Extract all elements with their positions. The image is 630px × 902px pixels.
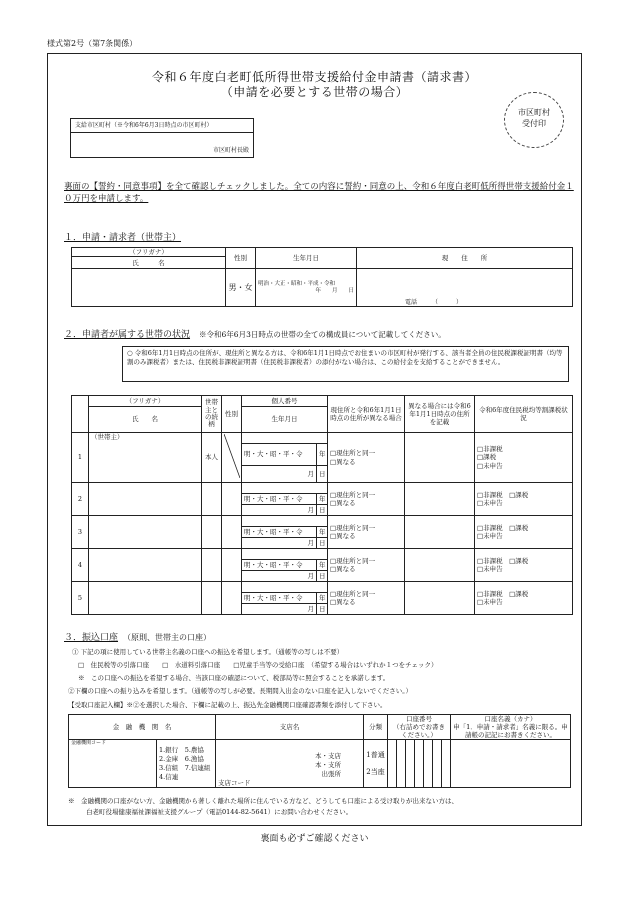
- member-2-year-mark: 年: [317, 494, 328, 505]
- bank-option-2[interactable]: ②下欄の口座への振り込みを希望します。（通帳等の写しが必要。長期間入出金のない口座を記入しないでください。）: [68, 687, 412, 695]
- member-1-previous-address[interactable]: [405, 433, 475, 483]
- member-3-tax-status[interactable]: □非課税 □課税 □未申告: [475, 516, 573, 549]
- member-1-name[interactable]: （世帯主）: [89, 433, 202, 483]
- member-5-month-mark: 月: [242, 604, 317, 615]
- member-4-gender[interactable]: [222, 549, 242, 582]
- member-3-year-mark: 年: [317, 527, 328, 538]
- member-3-month-mark: 月: [242, 538, 317, 549]
- row-number-4: 4: [72, 549, 89, 582]
- stamp-label-2: 受付印: [522, 119, 546, 129]
- account-type-header: 分類: [364, 715, 388, 740]
- bank-type-options[interactable]: 1.銀行 5.農協 2.金庫 6.漁協 3.信組 7.信連組 4.信連: [157, 740, 216, 788]
- consent-statement: 裏面の【誓約・同意事項】を全て確認しチェックしました。全ての内容に誓約・同意の上、令和６年度白老町低所得世帯支援給付金１０万円を申請します。: [64, 182, 574, 205]
- member-2-previous-address[interactable]: [405, 483, 475, 516]
- member-1-month-mark: 月: [242, 466, 317, 483]
- member-4-relation[interactable]: [202, 549, 222, 582]
- section-2-heading: ２．申請者が属する世帯の状況 ※令和6年6月3日時点の世帯の全ての構成員について記載してください。: [64, 330, 446, 340]
- address-same-header: 現住所と令和6年1月1日時点の住所が異なる場合: [328, 396, 405, 433]
- reception-stamp-area: [504, 92, 564, 148]
- bank-name-header: 金 融 機 関 名: [69, 715, 216, 740]
- form-number: 様式第2号（第7条関係）: [47, 39, 138, 48]
- form-subtitle: （申請を必要とする世帯の場合）: [220, 85, 409, 99]
- personal-number-header: 個人番号: [242, 396, 328, 407]
- account-digit-3[interactable]: [406, 740, 415, 788]
- member-4-previous-address[interactable]: [405, 549, 475, 582]
- household-table: [71, 395, 573, 615]
- member-5-gender[interactable]: [222, 582, 242, 615]
- diagonal-slash: [224, 434, 240, 478]
- back-side-reminder: 裏面も必ずご確認ください: [260, 834, 369, 844]
- member-1-relation: 本人: [202, 433, 222, 483]
- member-2-id[interactable]: [242, 483, 328, 494]
- municipality-header: 支給市区町村（※令和6年6月3日時点の市区町村）: [71, 119, 253, 133]
- municipality-box[interactable]: [70, 118, 254, 158]
- member-5-address-status[interactable]: □現住所と同一 □異なる: [328, 582, 405, 615]
- member-3-birth-era[interactable]: 明・大・昭・平・令: [242, 527, 317, 538]
- gender-header: 性別: [226, 248, 256, 269]
- form-title: 令和６年度白老町低所得世帯支援給付金申請書（請求書）: [151, 70, 477, 84]
- branch-name-header: 支店名: [216, 715, 364, 740]
- member-5-day-mark: 日: [317, 604, 328, 615]
- stamp-label-1: 市区町村: [518, 108, 550, 117]
- member-4-day-mark: 日: [317, 571, 328, 582]
- member-4-id[interactable]: [242, 549, 328, 560]
- applicant-gender-field[interactable]: 男・女: [226, 269, 256, 307]
- member-1-tax-status[interactable]: □非課税 □課税 □未申告: [475, 433, 573, 483]
- row-number-5: 5: [72, 582, 89, 615]
- member-5-tax-status[interactable]: □非課税 □課税 □未申告: [475, 582, 573, 615]
- member-3-name[interactable]: [89, 516, 202, 549]
- bank-code-label: 金融機関コード: [71, 740, 107, 747]
- section-1-heading: １．申請・請求者（世帯主）: [64, 233, 182, 243]
- account-holder-header: 口座名義（カナ） 申「1．申請・請求者」名義に限る。申請帳の記記にお書きください。: [451, 715, 571, 740]
- member-1-address-status[interactable]: □現住所と同一 □異なる: [328, 433, 405, 483]
- address-diff-header: 異なる場合には令和6年1月1日時点の住所を記載: [405, 396, 475, 433]
- member-5-relation[interactable]: [202, 582, 222, 615]
- member-1-year-mark: 年: [317, 444, 328, 466]
- branch-name-field[interactable]: 本・支店 本・支所 出張所 支店コード: [216, 740, 364, 788]
- account-digit-5[interactable]: [424, 740, 433, 788]
- applicant-birthdate-field[interactable]: [256, 269, 357, 307]
- member-4-month-mark: 月: [242, 571, 317, 582]
- applicant-name-field[interactable]: [72, 269, 226, 307]
- account-digit-1[interactable]: [388, 740, 397, 788]
- member-1-gender[interactable]: [222, 433, 242, 483]
- bank-name-field[interactable]: [69, 740, 157, 788]
- member-1-day-mark: 日: [317, 466, 328, 483]
- row-number-2: 2: [72, 483, 89, 516]
- member-3-previous-address[interactable]: [405, 516, 475, 549]
- birth-era-options: 明治・大正・昭和・平成・令和: [258, 280, 336, 287]
- member-5-year-mark: 年: [317, 593, 328, 604]
- row-number-3: 3: [72, 516, 89, 549]
- member-furigana-header: （フリガナ）: [89, 396, 202, 407]
- account-type-options[interactable]: 1普通 2当座: [364, 740, 388, 788]
- member-3-address-status[interactable]: □現住所と同一 □異なる: [328, 516, 405, 549]
- member-4-address-status[interactable]: □現住所と同一 □異なる: [328, 549, 405, 582]
- member-2-gender[interactable]: [222, 483, 242, 516]
- account-holder-field[interactable]: [451, 740, 571, 788]
- member-4-year-mark: 年: [317, 560, 328, 571]
- row-number-header: [72, 396, 89, 433]
- member-gender-header: 性別: [222, 396, 242, 433]
- member-3-relation[interactable]: [202, 516, 222, 549]
- applicant-furigana-label: （フリガナ）: [72, 248, 226, 257]
- account-digit-7[interactable]: [442, 740, 451, 788]
- branch-code-label: 支店コード: [218, 778, 251, 787]
- member-birth-header: 生年月日: [242, 407, 328, 433]
- municipality-suffix: 市区町村長殿: [212, 146, 249, 154]
- member-3-id[interactable]: [242, 516, 328, 527]
- account-digit-6[interactable]: [433, 740, 442, 788]
- member-2-address-status[interactable]: □現住所と同一 □異なる: [328, 483, 405, 516]
- member-5-name[interactable]: [89, 582, 202, 615]
- bank-footnote-1: ※ 金融機関の口座がない方、金融機関から著しく離れた場所に住んでいる方など、どうしても口座による受け取りが出来ない方は、: [68, 797, 458, 805]
- household-notice: ○ 令和6年1月1日時点の住所が、現住所と異なる方は、令和6年1月1日時点でお住まいの市区町村が発行する、該当者全員の住民税課税証明書（均等割のみ課税者）または、住民税非課税証明書（住民税非課税者）の添付がない場合は、この給付金を支給することができません。: [122, 346, 569, 382]
- bank-table: [68, 714, 571, 788]
- member-2-birth-era[interactable]: 明・大・昭・平・令: [242, 494, 317, 505]
- applicant-table: [71, 247, 573, 307]
- member-5-id[interactable]: [242, 582, 328, 593]
- member-1-id[interactable]: [242, 433, 328, 444]
- birth-ymd: 年 月 日: [315, 287, 354, 294]
- member-5-birth-era[interactable]: 明・大・昭・平・令: [242, 593, 317, 604]
- member-2-relation[interactable]: [202, 483, 222, 516]
- member-4-name[interactable]: [89, 549, 202, 582]
- member-3-day-mark: 日: [317, 538, 328, 549]
- member-2-tax-status[interactable]: □非課税 □課税 □未申告: [475, 483, 573, 516]
- member-2-month-mark: 月: [242, 505, 317, 516]
- account-digit-2[interactable]: [397, 740, 406, 788]
- member-name-header: 氏 名: [89, 407, 202, 433]
- phone-label: 電話 （ ）: [405, 298, 463, 306]
- applicant-name-label: 氏 名: [72, 257, 226, 269]
- member-5-previous-address[interactable]: [405, 582, 475, 615]
- applicant-address-field[interactable]: [357, 269, 573, 307]
- bank-entry-instruction: 【受取口座記入欄】※②を選択した場合、下欄に記載の上、振込先金融機関口座確認書類を添付して下さい。: [68, 701, 387, 709]
- relation-header: 世帯主との続柄: [202, 396, 222, 433]
- member-4-birth-era[interactable]: 明・大・昭・平・令: [242, 560, 317, 571]
- bank-footnote-2: 白老町役場健康福祉課福祉支援グループ（電話0144-82-5641）にお問い合わせください。: [86, 808, 353, 816]
- address-header: 現 住 所: [357, 248, 573, 269]
- bank-option-1[interactable]: ① 下記の項に使用している世帯主名義の口座への振込を希望します。（通帳等の写しは不要）: [72, 648, 344, 656]
- birthdate-header: 生年月日: [256, 248, 357, 269]
- row-number-1: 1: [72, 433, 89, 483]
- member-1-birth-era[interactable]: 明・大・昭・平・令: [242, 444, 317, 466]
- account-number-header: 口座番号 （右詰めでお書きください。）: [388, 715, 451, 740]
- member-4-tax-status[interactable]: □非課税 □課税 □未申告: [475, 549, 573, 582]
- section-3-heading: ３．振込口座 （原則、世帯主の口座）: [64, 633, 212, 643]
- tax-status-header: 令和6年度住民税均等割課税状況: [475, 396, 573, 433]
- bank-consent-note: ※ この口座への振込を希望する場合、当該口座の確認について、税部局等に照会することを承諾します。: [78, 674, 390, 682]
- member-2-day-mark: 日: [317, 505, 328, 516]
- member-2-name[interactable]: [89, 483, 202, 516]
- section-3-note: （原則、世帯主の口座）: [127, 633, 212, 642]
- section-2-note: ※令和6年6月3日時点の世帯の全ての構成員について記載してください。: [199, 330, 446, 339]
- account-digit-4[interactable]: [415, 740, 424, 788]
- bank-account-choices[interactable]: □ 住民税等の引落口座 □ 水道料引落口座 □児童手当等の受給口座 （希望する場合はいずれか１つをチェック）: [78, 661, 438, 669]
- member-3-gender[interactable]: [222, 516, 242, 549]
